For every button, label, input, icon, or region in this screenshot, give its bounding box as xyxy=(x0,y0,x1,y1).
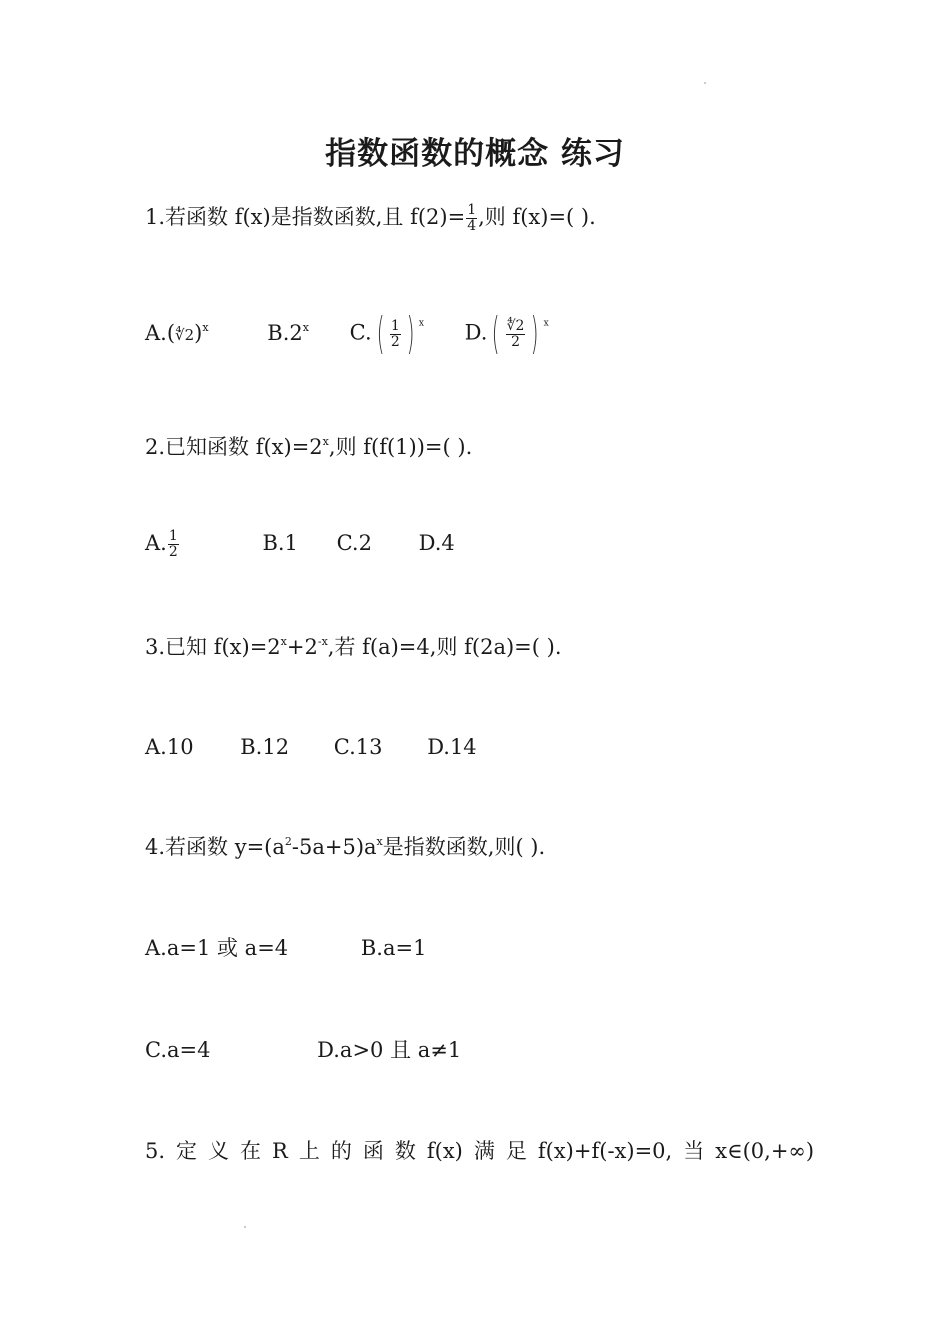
question-1-text-b: ,则 f(x)=( ). xyxy=(478,205,596,229)
question-1-options xyxy=(145,308,549,359)
question-1-option-c: C. ( $\frac{1}{2}$ ) $^x$ xyxy=(349,308,424,359)
right-paren-icon: ) xyxy=(531,308,539,359)
question-2-option-c: C.2 xyxy=(336,531,372,555)
question-3-stem: 3.已知 $f(x)=2^x+2^{-x}$,若 f(a)=4,则 f(2a)=( ). xyxy=(145,635,562,659)
question-3-option-c: C.13 xyxy=(333,735,383,759)
question-1-fraction: $\frac{1}{4}$ xyxy=(467,202,477,234)
question-2-stem: 2.已知函数 $f(x)=2^x$,则 f(f(1))=( ). xyxy=(145,435,473,459)
question-3-options xyxy=(145,733,477,761)
question-1-text-a: 1.若函数 f(x)是指数函数,且 f(2)= xyxy=(145,205,466,229)
question-4-option-c: C.a=4 xyxy=(145,1038,211,1062)
question-4-option-b: B.a=1 xyxy=(360,936,427,960)
question-5-stem: 5. 定 义 在 R 上 的 函 数 f(x) 满 足 f(x)+f(-x)=0, 当 x∈(0,+∞) xyxy=(145,1139,815,1163)
question-3-option-d: D.14 xyxy=(427,735,477,759)
question-4-options-row-2 xyxy=(145,1036,461,1064)
page-title: 指数函数的概念 练习 xyxy=(325,136,625,172)
right-paren-icon: ) xyxy=(406,308,415,359)
scan-speck xyxy=(244,1226,246,1228)
question-4-option-a: A.a=1 或 a=4 xyxy=(145,936,289,960)
question-1-option-a: A.(∜2)$^x$ xyxy=(145,320,209,345)
question-2-option-a: A. $\frac{1}{2}$ xyxy=(145,528,178,560)
question-2-option-b: B.1 xyxy=(262,531,298,555)
left-paren-icon: ( xyxy=(376,308,385,359)
question-2-options xyxy=(145,529,455,560)
question-1-stem xyxy=(145,203,596,234)
question-4-options-row-1 xyxy=(145,934,426,962)
question-4-option-d: D.a>0 且 a≠1 xyxy=(317,1038,462,1062)
question-3-option-b: B.12 xyxy=(240,735,290,759)
question-3-option-a: A.10 xyxy=(145,735,194,759)
scan-speck xyxy=(704,82,706,84)
fourth-root-symbol: ∜2 xyxy=(175,325,195,344)
left-paren-icon: ( xyxy=(492,308,500,359)
question-2-option-d: D.4 xyxy=(418,531,455,555)
question-4-stem: 4.若函数 $y=(a^2-5a+5)a^x$是指数函数,则( ). xyxy=(145,835,546,859)
question-1-option-b: B.2$^x$ xyxy=(267,320,309,345)
question-1-option-d: D. ( $\frac{∜2}{2}$ ) $^x$ xyxy=(464,308,549,359)
